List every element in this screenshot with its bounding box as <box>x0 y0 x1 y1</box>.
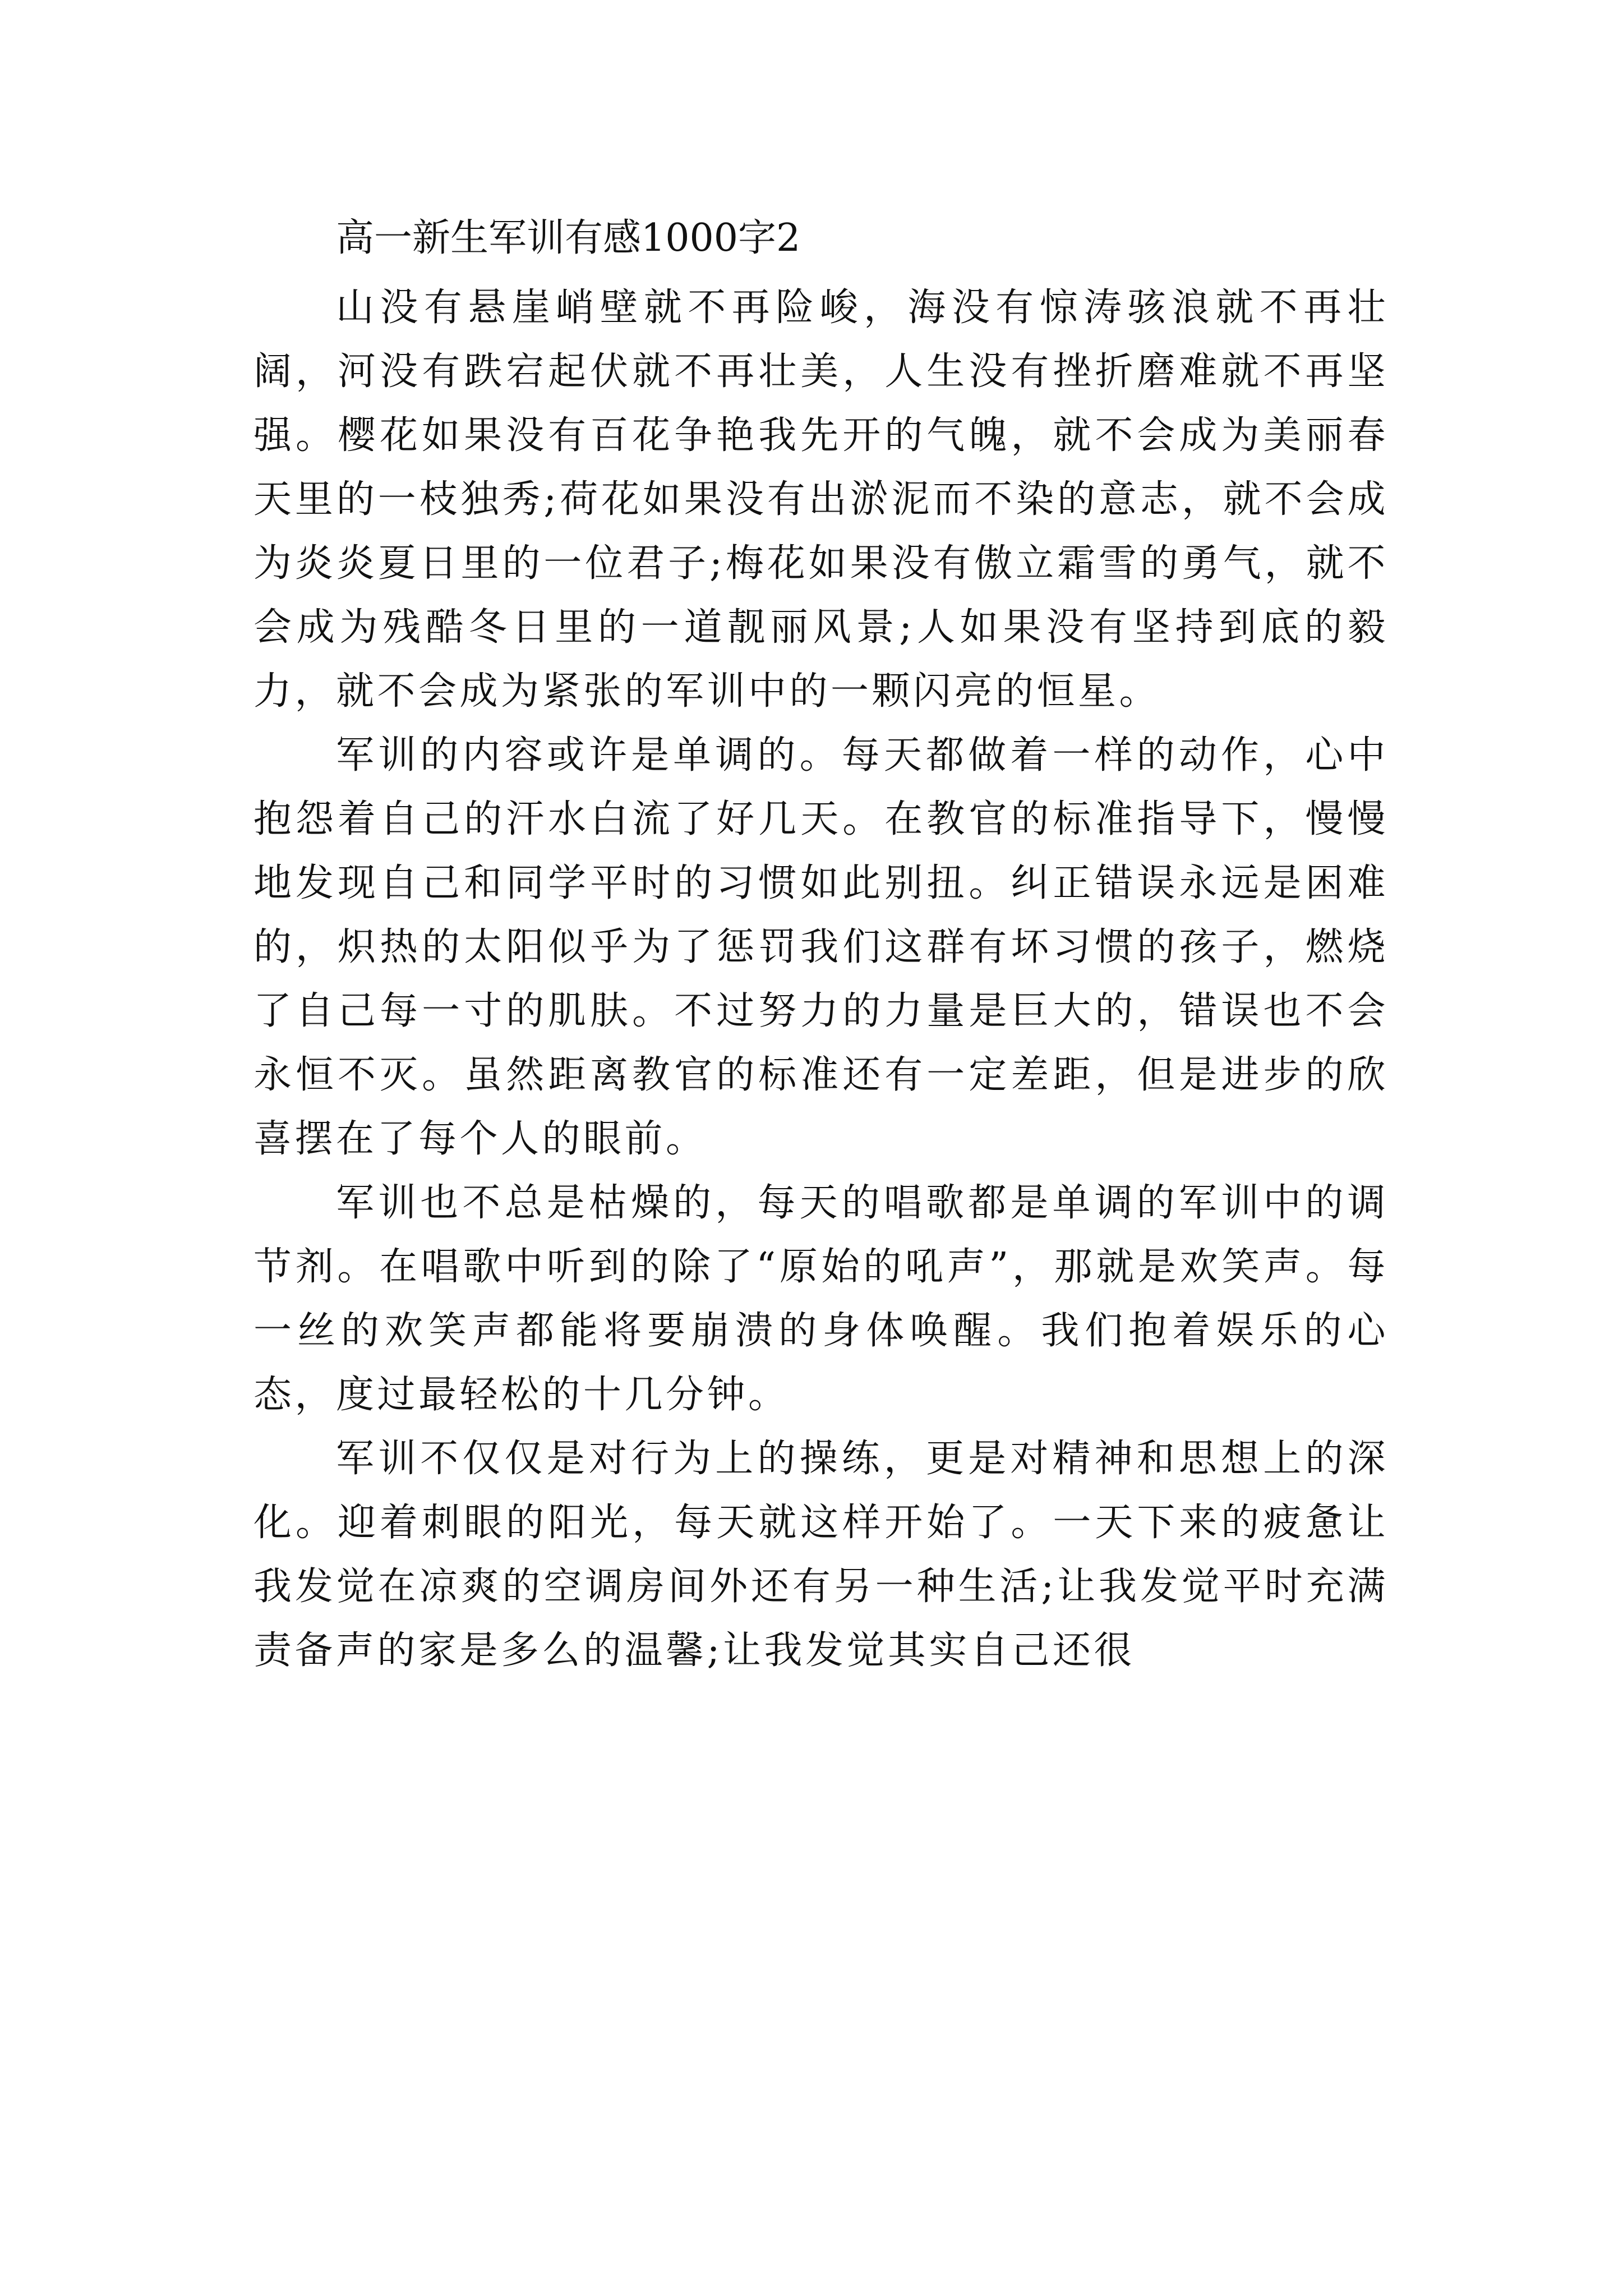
paragraph-2: 军训的内容或许是单调的。每天都做着一样的动作，心中抱怨着自己的汗水白流了好几天。在教官的标准指导下，慢慢地发现自己和同学平时的习惯如此别扭。纠正错误永远是困难的，炽热的太阳似乎为了惩罚我们这群有坏习惯的孩子，燃烧了自己每一寸的肌肤。不过努力的力量是巨大的，错误也不会永恒不灭。虽然距离教官的标准还有一定差距，但是进步的欣喜摆在了每个人的眼前。 <box>253 733 1389 1161</box>
paragraph-1: 山没有悬崖峭壁就不再险峻，海没有惊涛骇浪就不再壮阔，河没有跌宕起伏就不再壮美，人生没有挫折磨难就不再坚强。樱花如果没有百花争艳我先开的气魄，就不会成为美丽春天里的一枝独秀;荷花如果没有出淤泥而不染的意志，就不会成为炎炎夏日里的一位君子;梅花如果没有傲立霜雪的勇气，就不会成为残酷冬日里的一道靓丽风景;人如果没有坚持到底的毅力，就不会成为紧张的军训中的一颗闪亮的恒星。 <box>253 286 1389 714</box>
document-title: 高一新生军训有感1000字2 <box>336 216 801 260</box>
paragraph-4: 军训不仅仅是对行为上的操练，更是对精神和思想上的深化。迎着刺眼的阳光，每天就这样开始了。一天下来的疲惫让我发觉在凉爽的空调房间外还有另一种生活;让我发觉平时充满责备声的家是多么的温馨;让我发觉其实自己还很 <box>253 1437 1389 1673</box>
paragraph-3: 军训也不总是枯燥的，每天的唱歌都是单调的军训中的调节剂。在唱歌中听到的除了“原始的吼声”，那就是欢笑声。每一丝的欢笑声都能将要崩溃的身体唤醒。我们抱着娱乐的心态，度过最轻松的十几分钟。 <box>253 1181 1389 1417</box>
document-body <box>253 212 1389 1683</box>
